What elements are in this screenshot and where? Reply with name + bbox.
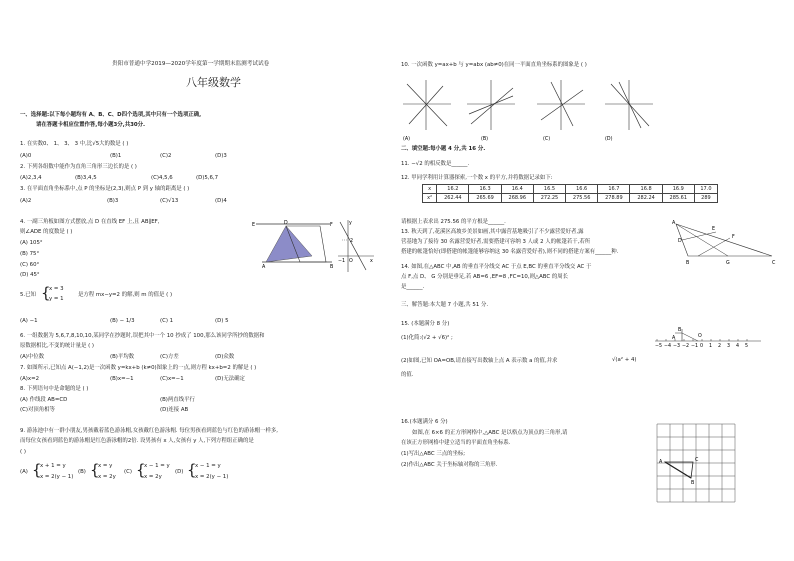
q13-label-a: A bbox=[672, 221, 676, 226]
q4-figure bbox=[250, 218, 335, 270]
q13-label-g: G bbox=[726, 261, 730, 266]
q4-opt-c: (C) 60° bbox=[20, 262, 40, 268]
q9-stem1: 9. 游泳池中有一群小朋友,男孩戴着蓝色游泳帽,女孩戴红色游泳帽. 每位男孩看到蓝色与红色的游泳帽一样多, bbox=[20, 428, 279, 434]
q5-sys-2: y = 1 bbox=[49, 296, 64, 302]
q7-opt-c: (C)x=−1 bbox=[160, 376, 184, 382]
q4-opt-d: (D) 45° bbox=[20, 272, 40, 278]
q7-opt-b: (B)x=−1 bbox=[110, 376, 134, 382]
q8-opt-c: (C)对顶角相等 bbox=[20, 407, 55, 413]
number-line-tick-label: −4 bbox=[664, 344, 672, 349]
q9-opt-d-eq2: x = 2(y − 1) bbox=[195, 474, 229, 480]
q14-figure bbox=[668, 218, 778, 266]
table-cell: 16.4 bbox=[501, 185, 533, 194]
number-line-tick-label: −2 bbox=[682, 344, 690, 349]
q4-label-b: B bbox=[330, 265, 334, 270]
q9-opt-b-label: (B) bbox=[78, 469, 86, 475]
q3-stem: 3. 在平面直角坐标系中,点 P 的坐标是(2,3),则点 P 到 y 轴的距离是 ( ) bbox=[20, 186, 190, 192]
q9-opt-b-eq2: x = 2y bbox=[98, 474, 116, 480]
q6-stem2: 原数据相比,不变的统计量是 ( ) bbox=[20, 343, 95, 349]
q10-graph-c bbox=[537, 80, 585, 130]
table-cell: 16.7 bbox=[598, 185, 630, 194]
table-row bbox=[423, 194, 718, 203]
table-cell: 16.5 bbox=[533, 185, 565, 194]
q14-line1: 14. 如图,在△ABC 中,AB 的垂直平分线交 AC 于点 E,BC 的垂直平分线交 AC 于 bbox=[401, 264, 592, 270]
q16-label-c: C bbox=[695, 458, 699, 463]
q9-opt-d-brace: { bbox=[187, 461, 197, 479]
q13-label-c: C bbox=[772, 261, 776, 266]
school-line: 贵阳市普通中学2019—2020学年度第一学期期末监测考试试卷 bbox=[112, 61, 270, 67]
q9-stem2: 而每位女孩看到蓝色的游泳帽是红色游泳帽的2倍. 设男孩有 x 人,女孩有 y 人,下列方程组正确的是 bbox=[20, 438, 254, 444]
number-line-tick-label: 2 bbox=[718, 344, 722, 349]
q2-opt-a: (A)2,3,4 bbox=[20, 175, 42, 181]
number-line-tick-label: 4 bbox=[736, 344, 740, 349]
q15-number-line bbox=[653, 325, 763, 349]
q9-opt-c-eq1: x − 1 = y bbox=[144, 463, 170, 469]
q5-opt-b: (B) − 1/3 bbox=[110, 318, 135, 324]
q15-label-b: B bbox=[678, 328, 682, 333]
q8-opt-b: (B)两直线平行 bbox=[160, 397, 195, 403]
q7-label-neg1: −1 bbox=[338, 259, 346, 264]
q15-p2c: 的值. bbox=[401, 372, 414, 378]
q15-label-o: O bbox=[698, 334, 702, 339]
q8-opt-d: (D)连接 AB bbox=[160, 407, 189, 413]
number-line-tick-label: 1 bbox=[709, 344, 713, 349]
q1-opt-c: (C)2 bbox=[160, 153, 172, 159]
table-cell: 16.3 bbox=[469, 185, 501, 194]
q12-stem: 12. 甲同学利用计算器探索,一个数 x 的平方,并将数据记录如下: bbox=[401, 175, 553, 181]
section3-head: 三、解答题:本大题 7 小题,共 51 分. bbox=[401, 302, 489, 308]
table-row bbox=[423, 185, 718, 194]
q15-ticks bbox=[655, 339, 748, 349]
right-column bbox=[398, 0, 794, 561]
q13-label-e: E bbox=[712, 227, 716, 232]
q1-stem: 1. 在实数0、 1、 3、 3 中,比√5大的数是 ( ) bbox=[20, 141, 129, 147]
q5-pre: 5.已知 bbox=[20, 292, 36, 298]
q6-opt-c: (C)方差 bbox=[160, 354, 179, 360]
q7-stem: 7. 如图所示,已知点 A(−1,2)是一次函数 y=kx+b (k≠0)图象上的一点,则方程 kx+b=2 的解是 ( ) bbox=[20, 365, 257, 371]
q7-label-x: x bbox=[370, 259, 373, 264]
q6-opt-d: (D)众数 bbox=[215, 354, 235, 360]
number-line-tick-label: 0 bbox=[700, 344, 704, 349]
number-line-tick-label: −5 bbox=[655, 344, 663, 349]
q16-label-a: A bbox=[659, 460, 663, 465]
q10-graph-d bbox=[605, 80, 653, 130]
q14-line2: 点 F,点 D、 G 分别是垂足,若 AB=6 ,EF=8 ,FC=10,则△ABC 的周长 bbox=[401, 274, 569, 280]
q6-stem1: 6. 一组数据为 5,6,7,8,10,10,某同学在抄题时,误把其中一个 10 抄成了 100,那么该同学所抄的数据和 bbox=[20, 333, 265, 339]
q9-opt-a-eq2: x = 2(y − 1) bbox=[40, 474, 74, 480]
q9-opt-d-eq1: x − 1 = y bbox=[195, 463, 221, 469]
q4-label-a: A bbox=[262, 265, 266, 270]
q2-opt-b: (B)3,4,5 bbox=[75, 175, 97, 181]
q13-line3: 搭建的帐篷恰好(即搭建的帐篷能够容纳这 30 名露营爱好者),则不同的搭建方案有______种. bbox=[401, 249, 619, 255]
section1-head2: 请在答题卡相应位置作答,每小题3分,共30分. bbox=[36, 122, 146, 128]
table-cell: 272.25 bbox=[533, 194, 565, 203]
number-line-tick-label: 3 bbox=[727, 344, 731, 349]
table-cell: 268.96 bbox=[501, 194, 533, 203]
q4-label-d: D bbox=[284, 221, 288, 226]
q13-label-d: D bbox=[678, 239, 682, 244]
q16-head: 16.(本题满分 6 分) bbox=[401, 419, 448, 425]
table-cell: 289 bbox=[694, 194, 717, 203]
q7-label-two: 2 bbox=[350, 239, 354, 244]
table-cell: 275.56 bbox=[566, 194, 598, 203]
table-cell: 17.0 bbox=[694, 185, 717, 194]
q9-opt-c-eq2: x = 2y bbox=[144, 474, 162, 480]
q16-grid bbox=[653, 420, 743, 508]
q16-line1: 如图,在 6×6 的正方形网格中,△ABC 是以格点为顶点的三角形,请 bbox=[412, 430, 568, 436]
q9-opt-a-brace: { bbox=[32, 461, 42, 479]
section1-head1: 一、选择题:以下每小题均有 A、B、C、D四个选项,其中只有一个选项正确, bbox=[20, 112, 202, 118]
q2-stem: 2. 下列各组数中能作为直角三角形三边长的是 ( ) bbox=[20, 164, 137, 170]
table-cell: 278.89 bbox=[598, 194, 630, 203]
q15-label-a: A bbox=[672, 336, 676, 341]
q8-opt-a: (A) 作线段 AB=CD bbox=[20, 397, 68, 403]
q6-opt-a: (A)中位数 bbox=[20, 354, 45, 360]
q10-graph-a bbox=[403, 80, 451, 130]
q2-opt-c: (C)4,5,6 bbox=[151, 175, 173, 181]
number-line-tick-label: −1 bbox=[691, 344, 699, 349]
table-cell: 285.61 bbox=[662, 194, 694, 203]
q13-line1: 13. 秋天到了,花溪区高坡乡美景如画,其中露营基地吸引了不少露营爱好者,露 bbox=[401, 229, 584, 235]
q16-label-b: B bbox=[691, 481, 695, 486]
q1-opt-d: (D)3 bbox=[215, 153, 227, 159]
q4-stem2: 则∠ADE 的度数是 ( ) bbox=[20, 229, 73, 235]
table-cell: 265.69 bbox=[469, 194, 501, 203]
q7-label-y: y bbox=[349, 221, 352, 226]
table-cell: 16.6 bbox=[566, 185, 598, 194]
q4-opt-a: (A) 105° bbox=[20, 240, 43, 246]
q9-opt-a-eq1: x + 1 = y bbox=[40, 463, 66, 469]
q12-table bbox=[422, 184, 718, 203]
left-column bbox=[0, 0, 395, 561]
q9-opt-b-eq1: x = y bbox=[98, 463, 113, 469]
number-line-tick-label: 5 bbox=[745, 344, 749, 349]
q10-label-d: (D) bbox=[605, 137, 613, 142]
q5-brace: { bbox=[41, 284, 51, 302]
q4-opt-b: (B) 75° bbox=[20, 251, 40, 257]
q9-opt-d-label: (D) bbox=[175, 469, 184, 475]
q5-opt-c: (C) 1 bbox=[160, 318, 174, 324]
q9-opt-c-label: (C) bbox=[124, 469, 132, 475]
q4-stem1: 4. 一副三角板如图方式摆放,点 D 在直线 EF 上,且 AB∥EF, bbox=[20, 219, 160, 225]
table-cell: 16.9 bbox=[662, 185, 694, 194]
q5-sys-1: x = 3 bbox=[49, 286, 64, 292]
q3-opt-a: (A)2 bbox=[20, 198, 32, 204]
q1-opt-a: (A)0 bbox=[20, 153, 32, 159]
table-cell: 282.24 bbox=[630, 194, 662, 203]
q9-opt-c-brace: { bbox=[136, 461, 146, 479]
q9-opt-a-label: (A) bbox=[20, 469, 28, 475]
q4-label-f: F bbox=[330, 223, 333, 228]
q10-label-a: (A) bbox=[403, 137, 411, 142]
q15-head: 15. (本题满分 8 分) bbox=[401, 321, 450, 327]
q11-stem: 11. −√2 的相反数是______. bbox=[401, 161, 470, 167]
q3-opt-d: (D)4 bbox=[215, 198, 227, 204]
q14-line3: 是______. bbox=[401, 284, 425, 290]
q13-label-b: B bbox=[686, 261, 690, 266]
q5-opt-a: (A) −1 bbox=[20, 318, 38, 324]
q6-opt-b: (B)平均数 bbox=[110, 354, 135, 360]
q15-p2a: (2)如图,已知 OA=OB,请直接写出数轴上点 A 表示数 a 的值,并求 bbox=[401, 358, 558, 364]
q10-label-b: (B) bbox=[481, 137, 489, 142]
q9-stem3: ( ) bbox=[20, 449, 26, 455]
table-cell: x bbox=[423, 185, 437, 194]
q7-figure bbox=[338, 218, 374, 274]
table-cell: 16.2 bbox=[437, 185, 469, 194]
q10-label-c: (C) bbox=[543, 137, 551, 142]
q3-opt-b: (B)3 bbox=[107, 198, 119, 204]
page-title: 八年级数学 bbox=[186, 76, 241, 89]
table-cell: 16.8 bbox=[630, 185, 662, 194]
number-line-tick-label: −3 bbox=[673, 344, 681, 349]
table-cell: 262.44 bbox=[437, 194, 469, 203]
q4-label-e: E bbox=[252, 223, 256, 228]
q1-opt-b: (B)1 bbox=[110, 153, 122, 159]
q7-opt-d: (D)无法确定 bbox=[215, 376, 245, 382]
q7-label-o: O bbox=[349, 259, 353, 264]
q10-graph-b bbox=[467, 80, 515, 130]
q7-opt-a: (A)x=2 bbox=[20, 376, 40, 382]
q15-p2b: √(a² + 4) bbox=[612, 357, 637, 363]
q16-gridlines bbox=[657, 424, 735, 502]
q5-post: 是方程 mx−y=2 的解,则 m 的值是 ( ) bbox=[78, 292, 173, 298]
q3-opt-c: (C)√13 bbox=[160, 198, 179, 204]
q16-line2: 在该正方形网格中建立适当的平面直角坐标系. bbox=[401, 440, 511, 446]
section2-head: 二、填空题:每小题 4 分,共 16 分. bbox=[401, 146, 486, 152]
q2-opt-d: (D)5,6,7 bbox=[196, 175, 219, 181]
table-cell: x² bbox=[423, 194, 437, 203]
q12-after: 请根据上表求出 275.56 的平方根是______. bbox=[401, 219, 506, 225]
q8-stem: 8. 下列语句中是命题的是 ( ) bbox=[20, 386, 89, 392]
q16-line3: (1)写出△ABC 三点的坐标; bbox=[401, 451, 466, 457]
q10-stem: 10. 一次函数 y=ax+b 与 y=abx (ab≠0)在同一平面直角坐标系的图象是 ( ) bbox=[401, 62, 587, 68]
q5-opt-d: (D) 5 bbox=[215, 318, 229, 324]
q13-label-f: F bbox=[732, 235, 735, 240]
q13-line2: 营基地为了接待 30 名露营爱好者,需要搭建可容纳 3 人或 2 人的帐篷若干,若所 bbox=[401, 239, 591, 245]
q15-p1: (1)化简:(√2 + √6)² ; bbox=[401, 335, 453, 341]
q10-graphs bbox=[401, 76, 661, 142]
q9-opt-b-brace: { bbox=[90, 461, 100, 479]
q16-line4: (2)作出△ABC 关于坐标轴对称的三角形. bbox=[401, 462, 498, 468]
